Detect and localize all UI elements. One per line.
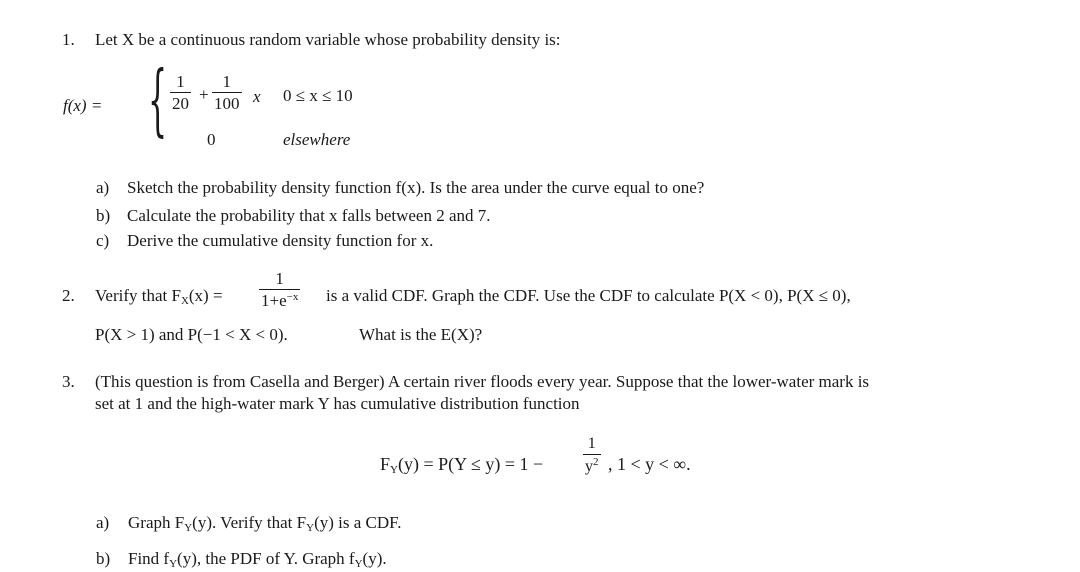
q1-a-label: a) xyxy=(96,178,110,197)
q1-plus: + xyxy=(199,85,209,104)
q1-elsewhere: elsewhere xyxy=(283,130,351,149)
q3-b-text: Find $f_Y(y)$, the PDF of Y. Graph $f_Y(y)$. xyxy=(128,549,387,570)
q1-range-1: 0 ≤ x ≤ 10 xyxy=(283,86,353,105)
q1-number: 1. xyxy=(62,30,75,49)
q2-verify: Verify that $F_X(x)$ = xyxy=(95,286,223,307)
q1-b-label: b) xyxy=(96,206,111,225)
q1-frac-1-20: 1 20 xyxy=(172,72,189,113)
q3-a-label: a) xyxy=(96,513,110,532)
q2-rest-line1: is a valid CDF. Graph the CDF. Use the CDF to calculate P(X < 0), P(X ≤ 0), xyxy=(326,286,851,305)
q1-intro: Let X be a continuous random variable whose probability density is: xyxy=(95,30,561,49)
q3-line2: set at 1 and the high-water mark Y has cumulative distribution function xyxy=(95,394,580,413)
q3-a-text: Graph $F_Y(y)$. Verify that $F_Y(y)$ is a CDF. xyxy=(128,513,402,534)
q1-frac-1-100: 1 100 xyxy=(214,72,240,113)
q1-fx-lhs: f(x) = xyxy=(63,96,103,115)
q2-logistic-fraction: 1 $1+e^{-x}$ xyxy=(261,269,299,310)
q1-a-text: Sketch the probability density function f(x). Is the area under the curve equal to one? xyxy=(127,178,705,197)
q3-cdf-tail: , 1 < y < ∞. xyxy=(608,454,691,474)
q1-zero: 0 xyxy=(207,130,216,149)
q2-line2-text: What is the E(X)? xyxy=(359,325,483,344)
q3-cdf-formula: $F_Y(y) = P(Y \le y) = 1$ − xyxy=(380,454,544,476)
q1-var-x: x xyxy=(253,87,261,106)
q1-b-text: Calculate the probability that x falls between 2 and 7. xyxy=(127,206,491,225)
q2-line2-math: P(X > 1) and P(−1 < X < 0). xyxy=(95,325,288,344)
q3-number: 3. xyxy=(62,372,75,391)
q1-c-text: Derive the cumulative density function for x. xyxy=(127,231,434,250)
piecewise-brace: { xyxy=(148,56,168,148)
q2-number: 2. xyxy=(62,286,75,305)
q3-cdf-fraction: 1 $y^2$ xyxy=(585,435,599,475)
q1-c-label: c) xyxy=(96,231,110,250)
q3-line1: (This question is from Casella and Berger) A certain river floods every year. Suppose that the lower-water mark is xyxy=(95,372,870,391)
q3-b-label: b) xyxy=(96,549,111,568)
